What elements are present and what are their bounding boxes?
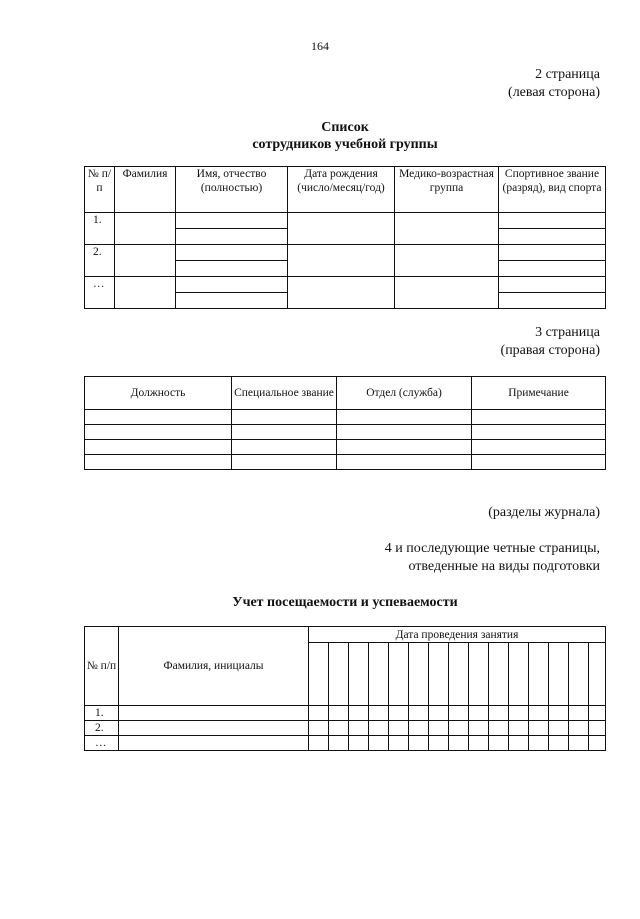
table-cell (509, 736, 529, 751)
col-department: Отдел (служба) (337, 377, 472, 410)
table-cell (472, 455, 606, 470)
date-cell (329, 643, 349, 706)
table-cell (115, 277, 176, 309)
row-number: 2. (85, 245, 115, 277)
table-cell (232, 425, 337, 440)
col-sport-rank: Спортивное звание (разряд), вид спорта (499, 167, 606, 213)
table-cell (329, 721, 349, 736)
col-position: Должность (85, 377, 232, 410)
table-cell (529, 706, 549, 721)
table-row (85, 440, 606, 455)
attendance-table (84, 626, 606, 751)
table-cell (119, 736, 309, 751)
table-cell (119, 706, 309, 721)
table-cell (176, 293, 288, 309)
table-cell (472, 410, 606, 425)
table-cell (349, 721, 369, 736)
row-number: 1. (85, 213, 115, 245)
page2-side: (левая сторона) (508, 85, 600, 100)
table-cell (85, 440, 232, 455)
date-cell (489, 643, 509, 706)
table-cell (337, 410, 472, 425)
table-cell (429, 706, 449, 721)
date-cell (389, 643, 409, 706)
list-title (0, 119, 640, 153)
table-cell (589, 706, 606, 721)
table-cell (115, 213, 176, 245)
table-row (85, 425, 606, 440)
table-cell (369, 721, 389, 736)
table-cell (429, 721, 449, 736)
row-number: … (85, 736, 119, 751)
table-cell (449, 706, 469, 721)
table-cell (389, 706, 409, 721)
table-header-row (85, 627, 606, 643)
table-cell (589, 736, 606, 751)
table-cell (176, 229, 288, 245)
date-cell (449, 643, 469, 706)
table-cell (589, 721, 606, 736)
date-cell (349, 643, 369, 706)
table-cell (409, 721, 429, 736)
table-row (85, 706, 606, 721)
col-birth-date: Дата рождения (число/месяц/год) (288, 167, 395, 213)
table-cell (115, 245, 176, 277)
table-row (85, 410, 606, 425)
date-cell (569, 643, 589, 706)
table-cell (499, 277, 606, 293)
table-cell (288, 277, 395, 309)
staff-list-table (84, 166, 606, 309)
table-cell (449, 721, 469, 736)
table-row (85, 277, 606, 293)
table-cell (119, 721, 309, 736)
table-cell (369, 706, 389, 721)
table-cell (472, 440, 606, 455)
table-cell (549, 736, 569, 751)
table-cell (449, 736, 469, 751)
table-cell (389, 736, 409, 751)
table-cell (529, 736, 549, 751)
table-row (85, 455, 606, 470)
table-cell (469, 736, 489, 751)
date-cell (509, 643, 529, 706)
page2-note (508, 66, 600, 102)
table-cell (395, 277, 499, 309)
table-cell (569, 706, 589, 721)
table-cell (232, 440, 337, 455)
date-cell (429, 643, 449, 706)
table-row (85, 721, 606, 736)
table-cell (569, 721, 589, 736)
table-cell (309, 706, 329, 721)
table-cell (337, 455, 472, 470)
page3-side: (правая сторона) (500, 343, 600, 358)
table-cell (509, 721, 529, 736)
date-cell (409, 643, 429, 706)
table-cell (469, 706, 489, 721)
table-cell (176, 245, 288, 261)
page-number: 164 (311, 39, 329, 53)
journal-sections-note: (разделы журнала) (488, 505, 600, 520)
table-row (85, 736, 606, 751)
table-cell (337, 425, 472, 440)
col-surname: Фамилия (115, 167, 176, 213)
table-cell (499, 293, 606, 309)
page3-label: 3 страница (535, 325, 600, 340)
col-note: Примечание (472, 377, 606, 410)
table-row (85, 213, 606, 229)
table-cell (472, 425, 606, 440)
table-cell (349, 706, 369, 721)
table-cell (499, 213, 606, 229)
table-cell (309, 736, 329, 751)
col-special-rank: Специальное звание (232, 377, 337, 410)
table-cell (329, 736, 349, 751)
table-cell (549, 706, 569, 721)
col-medical-group: Медико-возрастная группа (395, 167, 499, 213)
table-cell (369, 736, 389, 751)
table-cell (232, 410, 337, 425)
table-cell (85, 425, 232, 440)
date-cell (469, 643, 489, 706)
table-cell (288, 245, 395, 277)
table-cell (509, 706, 529, 721)
col-number: № п/п (85, 167, 115, 213)
table-row (85, 245, 606, 261)
date-cell (549, 643, 569, 706)
table-cell (329, 706, 349, 721)
col-name: Имя, отчество (полностью) (176, 167, 288, 213)
table-header-row (85, 377, 606, 410)
table-cell (389, 721, 409, 736)
table-cell (469, 721, 489, 736)
table-cell (489, 706, 509, 721)
table-header-row (85, 167, 606, 213)
date-cell (529, 643, 549, 706)
table-cell (176, 213, 288, 229)
table-cell (232, 455, 337, 470)
date-cell (589, 643, 606, 706)
even-pages-note (385, 540, 600, 576)
table-cell (529, 721, 549, 736)
page3-note (501, 324, 600, 360)
table-cell (349, 736, 369, 751)
table-cell (569, 736, 589, 751)
table-cell (337, 440, 472, 455)
page2-label: 2 страница (535, 67, 600, 82)
date-cell (309, 643, 329, 706)
col-session-date: Дата проведения занятия (309, 627, 606, 643)
table-cell (288, 213, 395, 245)
attendance-title: Учет посещаемости и успеваемости (232, 595, 458, 610)
table-cell (409, 706, 429, 721)
table-cell (85, 455, 232, 470)
table-cell (85, 410, 232, 425)
even-pages-line2: отведенные на виды подготовки (408, 559, 600, 574)
list-title-line1: Список (321, 120, 369, 135)
row-number: 1. (85, 706, 119, 721)
row-number: 2. (85, 721, 119, 736)
staff-details-table (84, 376, 606, 470)
table-cell (409, 736, 429, 751)
table-cell (489, 736, 509, 751)
col-full-name: Фамилия, инициалы (119, 627, 309, 706)
list-title-line2: сотрудников учебной группы (252, 137, 438, 152)
table-cell (309, 721, 329, 736)
table-cell (395, 213, 499, 245)
table-cell (499, 245, 606, 261)
table-cell (549, 721, 569, 736)
table-cell (499, 229, 606, 245)
table-cell (489, 721, 509, 736)
table-cell (429, 736, 449, 751)
table-cell (395, 245, 499, 277)
table-cell (176, 261, 288, 277)
even-pages-line1: 4 и последующие четные страницы, (384, 541, 600, 556)
col-number: № п/п (85, 627, 119, 706)
table-cell (499, 261, 606, 277)
date-cell (369, 643, 389, 706)
table-cell (176, 277, 288, 293)
row-number: … (85, 277, 115, 309)
